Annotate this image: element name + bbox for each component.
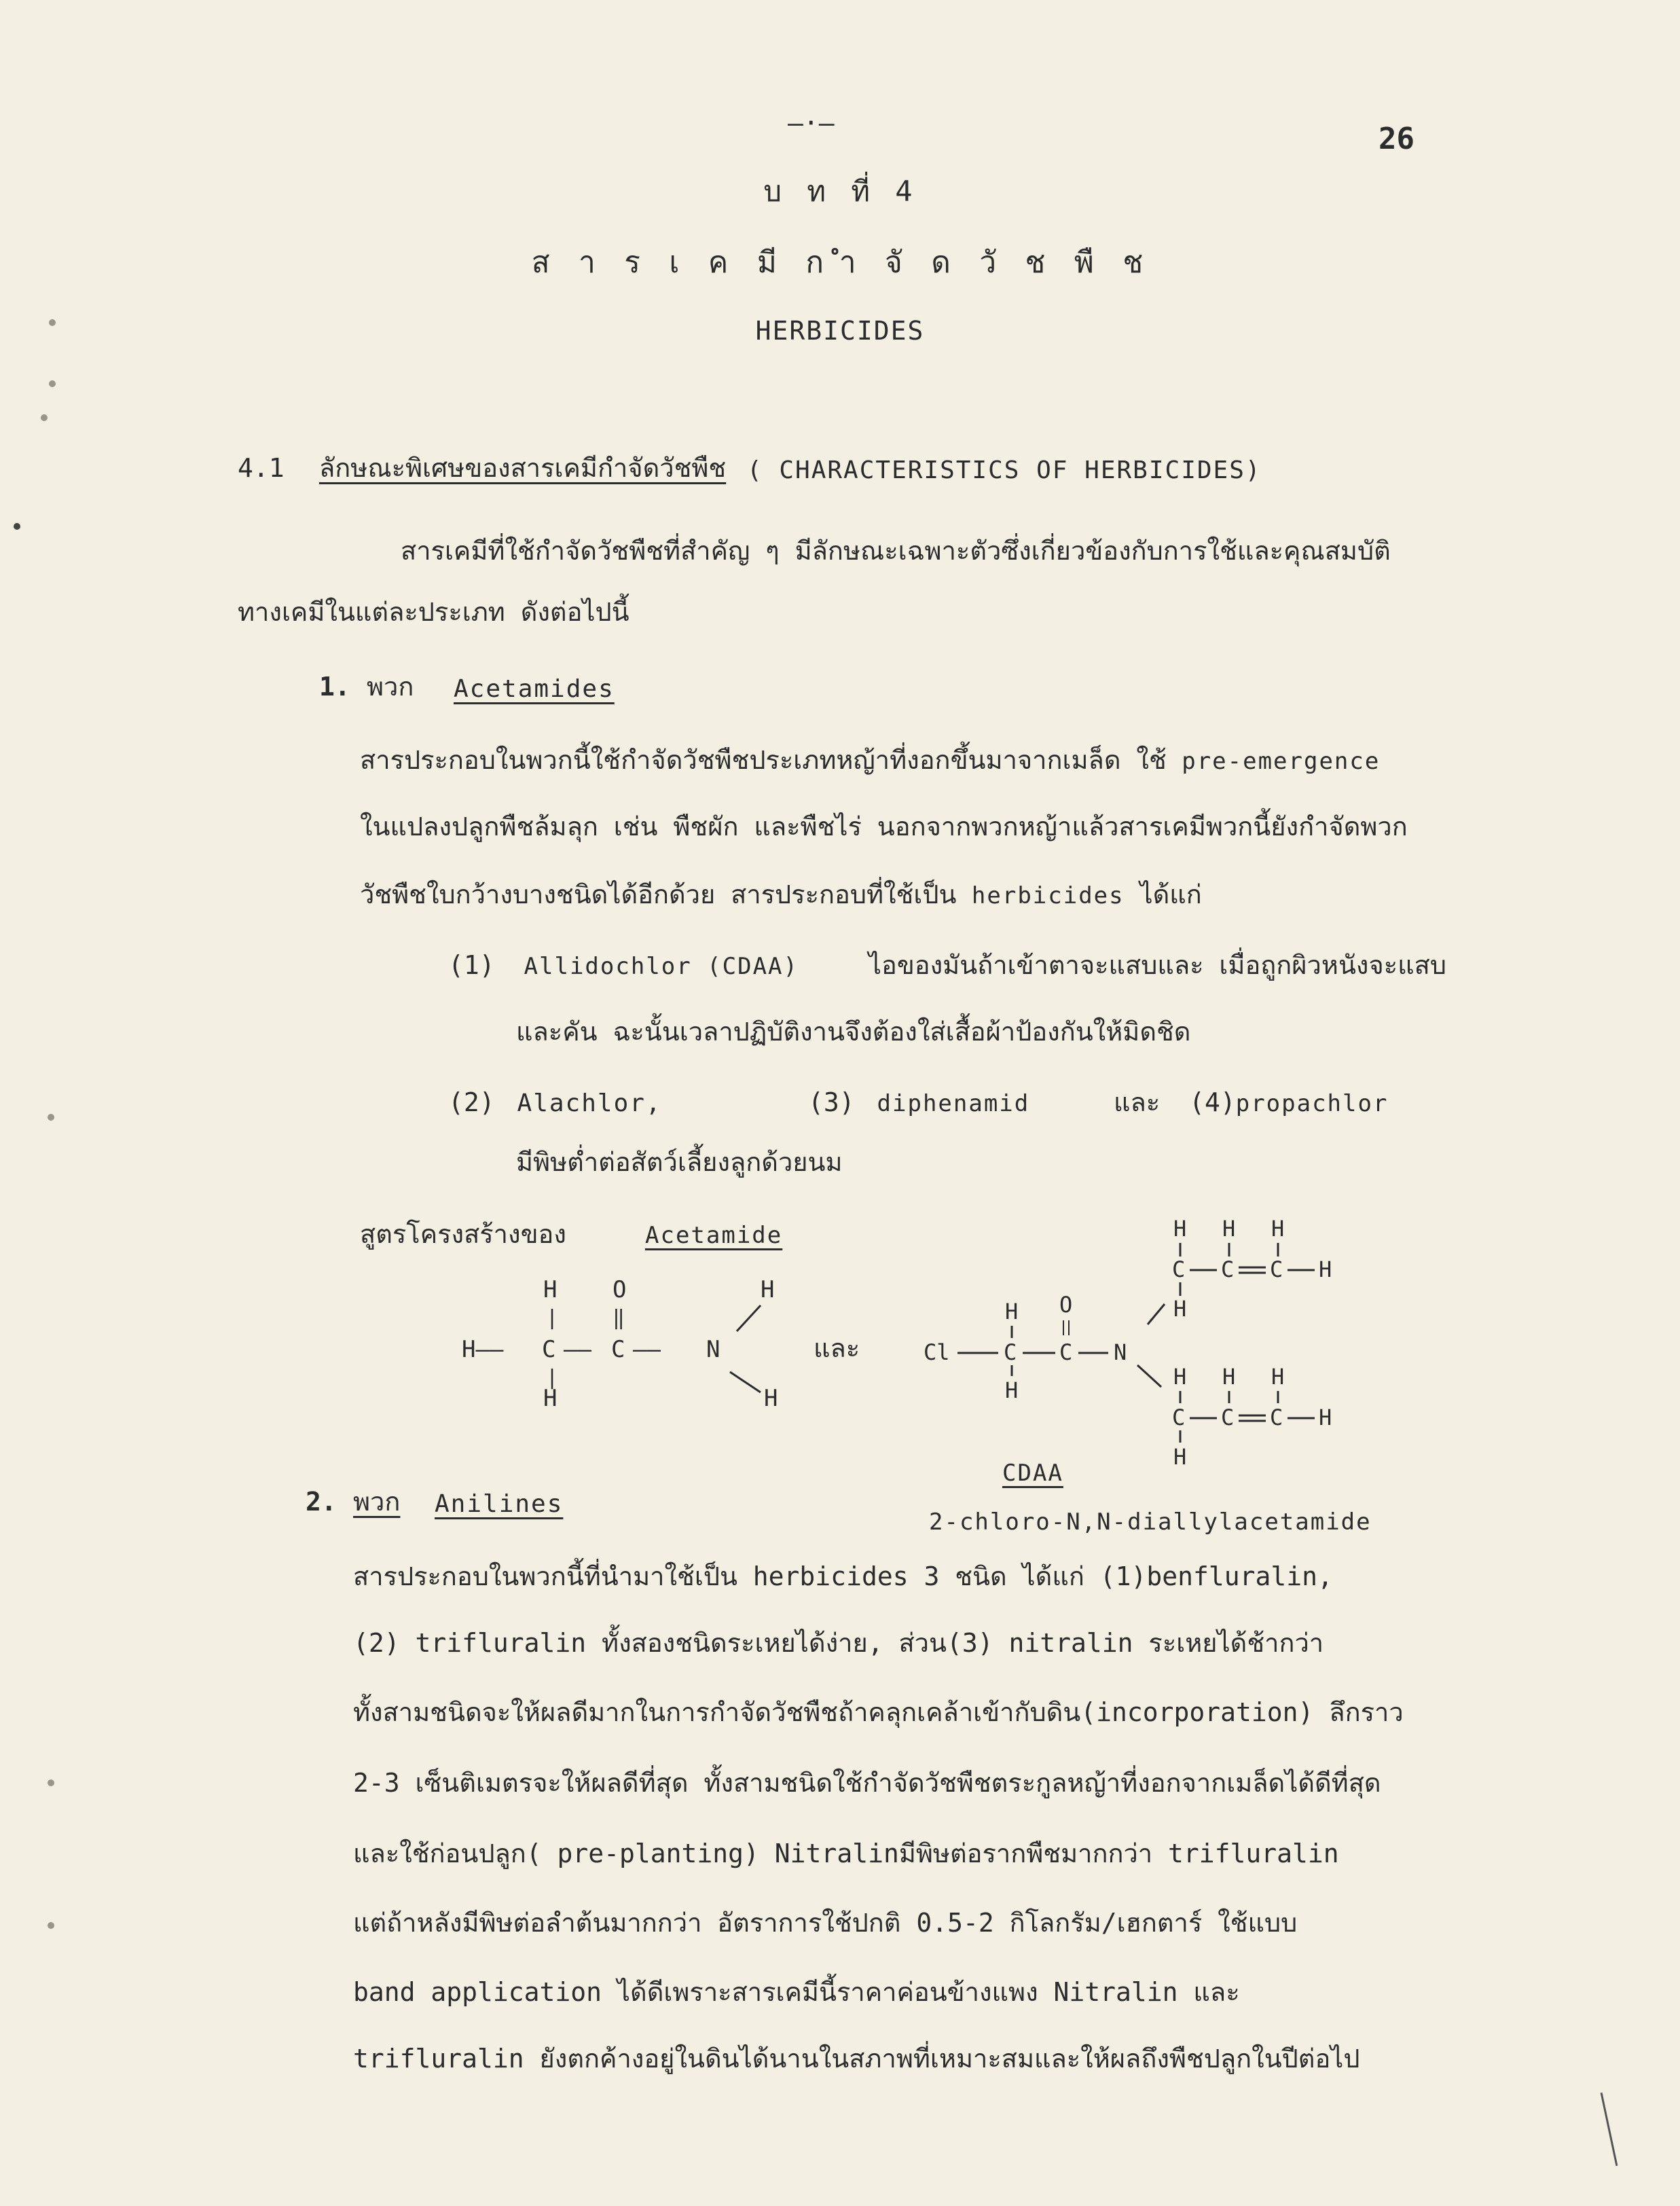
structure-label: สูตรโครงสร้างของ bbox=[360, 1219, 566, 1249]
list-item-row bbox=[1114, 1088, 1388, 1118]
section-number: 4.1 bbox=[238, 453, 285, 483]
bond-line bbox=[737, 1305, 761, 1331]
binder-hole bbox=[41, 414, 48, 421]
atom-c: C bbox=[1004, 1339, 1017, 1365]
bond-text: —— bbox=[564, 1336, 591, 1363]
binder-hole bbox=[48, 1922, 54, 1929]
atom-h: H bbox=[1173, 1364, 1187, 1390]
ink-mark bbox=[1601, 2093, 1618, 2166]
atom-h: H bbox=[1271, 1364, 1285, 1390]
atom-c: C bbox=[1172, 1405, 1186, 1430]
item-name: diphenamid bbox=[877, 1090, 1030, 1117]
atom-h: H bbox=[543, 1385, 558, 1412]
atom-c: C bbox=[611, 1336, 625, 1363]
group-paragraph-line: (2) trifluralin ทั้งสองชนิดระเหยได้ง่าย, ส่วน(3) nitralin ระเหยได้ช้ากว่า bbox=[353, 1628, 1324, 1658]
group-number: 2. bbox=[306, 1487, 337, 1517]
section-heading-english: ( CHARACTERISTICS OF HERBICIDES) bbox=[747, 456, 1262, 484]
atom-h-left: H—— bbox=[462, 1336, 504, 1363]
chapter-heading: บ ท ที่ 4 bbox=[763, 175, 917, 208]
atom-h: H bbox=[1271, 1216, 1285, 1242]
binder-hole bbox=[49, 380, 56, 387]
atom-c: C bbox=[1270, 1256, 1283, 1282]
page-number: 26 bbox=[1378, 122, 1414, 156]
bond-line bbox=[1137, 1365, 1161, 1387]
group-paragraph-line bbox=[360, 812, 1408, 842]
group-paragraph-line: สารประกอบในพวกนี้ที่นำมาใช้เป็น herbicides 3 ชนิด ได้แก่ (1)benfluralin, bbox=[353, 1561, 1333, 1591]
atom-o: O bbox=[1059, 1292, 1073, 1318]
bond-line bbox=[730, 1372, 761, 1392]
atom-h: H bbox=[1222, 1364, 1236, 1390]
paragraph-english: pre-emergence bbox=[1166, 748, 1381, 775]
cdaa-iupac-name: 2-chloro-N,N-diallylacetamide bbox=[929, 1508, 1372, 1536]
atom-h: H bbox=[1173, 1216, 1187, 1242]
group-paragraph-line bbox=[360, 746, 1380, 776]
atom-c: C bbox=[1221, 1256, 1235, 1282]
atom-cl: Cl bbox=[924, 1339, 950, 1365]
atom-n: N bbox=[1114, 1339, 1127, 1365]
item-number: (4) bbox=[1189, 1087, 1236, 1117]
group-name: Anilines bbox=[435, 1490, 564, 1518]
paragraph-thai: ในแปลงปลูกพืชล้มลุก เช่น พืชผัก และพืชไร่ นอกจากพวกหญ้าแล้วสารเคมีพวกนี้ยังกำจัดพวก bbox=[360, 812, 1408, 842]
header-dash: —·— bbox=[788, 108, 835, 138]
atom-c: C bbox=[542, 1336, 556, 1363]
atom-h: H bbox=[1005, 1377, 1019, 1403]
group-paragraph-line: และใช้ก่อนปลูก( pre-planting) Nitralinมีพิษต่อรากพืชมากกว่า trifluralin bbox=[353, 1839, 1339, 1868]
title-thai: ส า ร เ ค มี ก ำ จั ด วั ช พื ช bbox=[531, 245, 1149, 280]
group-label: พวก bbox=[353, 1487, 401, 1517]
acetamide-structure bbox=[462, 1270, 815, 1426]
binder-hole bbox=[48, 1114, 54, 1121]
atom-h: H bbox=[1222, 1216, 1236, 1242]
group-paragraph-line bbox=[360, 880, 1202, 910]
toxicity-note: มีพิษต่ำต่อสัตว์เลี้ยงลูกด้วยนม bbox=[516, 1147, 843, 1177]
intro-line: สารเคมีที่ใช้กำจัดวัชพืชที่สำคัญ ๆ มีลักษณะเฉพาะตัวซึ่งเกี่ยวข้องกับการใช้และคุณสมบัติ bbox=[401, 536, 1391, 566]
bond-text: —— bbox=[633, 1336, 661, 1363]
group-name: Acetamides bbox=[454, 675, 615, 703]
structure-name: Acetamide bbox=[645, 1222, 783, 1249]
item-name: propachlor bbox=[1235, 1090, 1389, 1117]
group-paragraph-line: trifluralin ยังตกค้างอยู่ในดินได้นานในสภาพที่เหมาะสมและให้ผลถึงพืชปลูกในปีต่อไป bbox=[353, 2044, 1360, 2074]
paragraph-english: herbicides bbox=[956, 882, 1125, 909]
atom-h: H bbox=[1319, 1256, 1332, 1282]
bond-line bbox=[1148, 1304, 1165, 1324]
atom-n: N bbox=[706, 1336, 720, 1363]
atom-h: H bbox=[761, 1276, 775, 1303]
binder-hole bbox=[14, 523, 20, 530]
group-paragraph-line: 2-3 เซ็นติเมตรจะให้ผลดีที่สุด ทั้งสามชนิดใช้กำจัดวัชพืชตระกูลหญ้าที่งอกจากเมล็ดได้ดีที่สุด bbox=[353, 1768, 1381, 1798]
item-number: (3) bbox=[808, 1087, 855, 1117]
atom-h: H bbox=[1319, 1405, 1332, 1430]
atom-h: H bbox=[1005, 1299, 1019, 1324]
cdaa-label: CDAA bbox=[1002, 1460, 1063, 1487]
cdaa-structure bbox=[924, 1209, 1399, 1494]
list-item-row bbox=[808, 1088, 1029, 1118]
item-number: (1) bbox=[448, 950, 495, 980]
paragraph-thai: สารประกอบในพวกนี้ใช้กำจัดวัชพืชประเภทหญ้าที่งอกขึ้นมาจากเมล็ด ใช้ bbox=[360, 745, 1167, 775]
group-paragraph-line: แต่ถ้าหลังมีพิษต่อลำต้นมากกว่า อัตราการใช้ปกติ 0.5-2 กิโลกรัม/เฮกตาร์ ใช้แบบ bbox=[353, 1908, 1298, 1938]
paragraph-thai: ได้แก่ bbox=[1124, 880, 1202, 909]
atom-c: C bbox=[1059, 1339, 1073, 1365]
atom-c: C bbox=[1172, 1256, 1186, 1282]
and-word: และ bbox=[814, 1333, 860, 1363]
item-name: Alachlor, bbox=[517, 1089, 662, 1117]
atom-h: H bbox=[1173, 1296, 1187, 1322]
binder-hole bbox=[48, 1779, 54, 1786]
atom-o: O bbox=[613, 1276, 627, 1303]
bond-double: ‖ bbox=[613, 1306, 625, 1330]
title-english: HERBICIDES bbox=[755, 316, 925, 346]
atom-c: C bbox=[1270, 1405, 1283, 1430]
group-label: พวก bbox=[367, 672, 414, 702]
paragraph-thai: วัชพืชใบกว้างบางชนิดได้อีกด้วย สารประกอบที่ใช้เป็น bbox=[360, 880, 957, 909]
group-paragraph-line: ทั้งสามชนิดจะให้ผลดีมากในการกำจัดวัชพืชถ้าคลุกเคล้าเข้ากับดิน(incorporation) ลึกราว bbox=[353, 1697, 1404, 1727]
atom-c: C bbox=[1221, 1405, 1235, 1430]
list-item-row bbox=[448, 1088, 662, 1118]
item-number: (2) bbox=[448, 1087, 495, 1117]
conjunction: และ bbox=[1114, 1087, 1161, 1117]
group-paragraph-line: band application ได้ดีเพราะสารเคมีนี้ราคาค่อนข้างแพง Nitralin และ bbox=[353, 1977, 1240, 2007]
group-number: 1. bbox=[319, 672, 350, 702]
atom-h: H bbox=[764, 1385, 778, 1412]
bond-single: | bbox=[546, 1306, 559, 1330]
list-item bbox=[448, 951, 1446, 981]
atom-h: H bbox=[543, 1276, 558, 1303]
atom-h: H bbox=[1173, 1444, 1187, 1470]
section-heading-thai: ลักษณะพิเศษของสารเคมีกำจัดวัชพืช bbox=[319, 453, 727, 483]
item-name: Allidochlor (CDAA) bbox=[524, 953, 799, 980]
bond-single: | bbox=[546, 1366, 559, 1390]
list-item-continuation: และคัน ฉะนั้นเวลาปฏิบัติงานจึงต้องใส่เสื้อผ้าป้องกันให้มิดชิด bbox=[516, 1017, 1191, 1047]
intro-line: ทางเคมีในแต่ละประเภท ดังต่อไปนี้ bbox=[238, 597, 629, 627]
item-description: ไอของมันถ้าเข้าตาจะแสบและ เมื่อถูกผิวหนังจะแสบ bbox=[868, 950, 1446, 980]
